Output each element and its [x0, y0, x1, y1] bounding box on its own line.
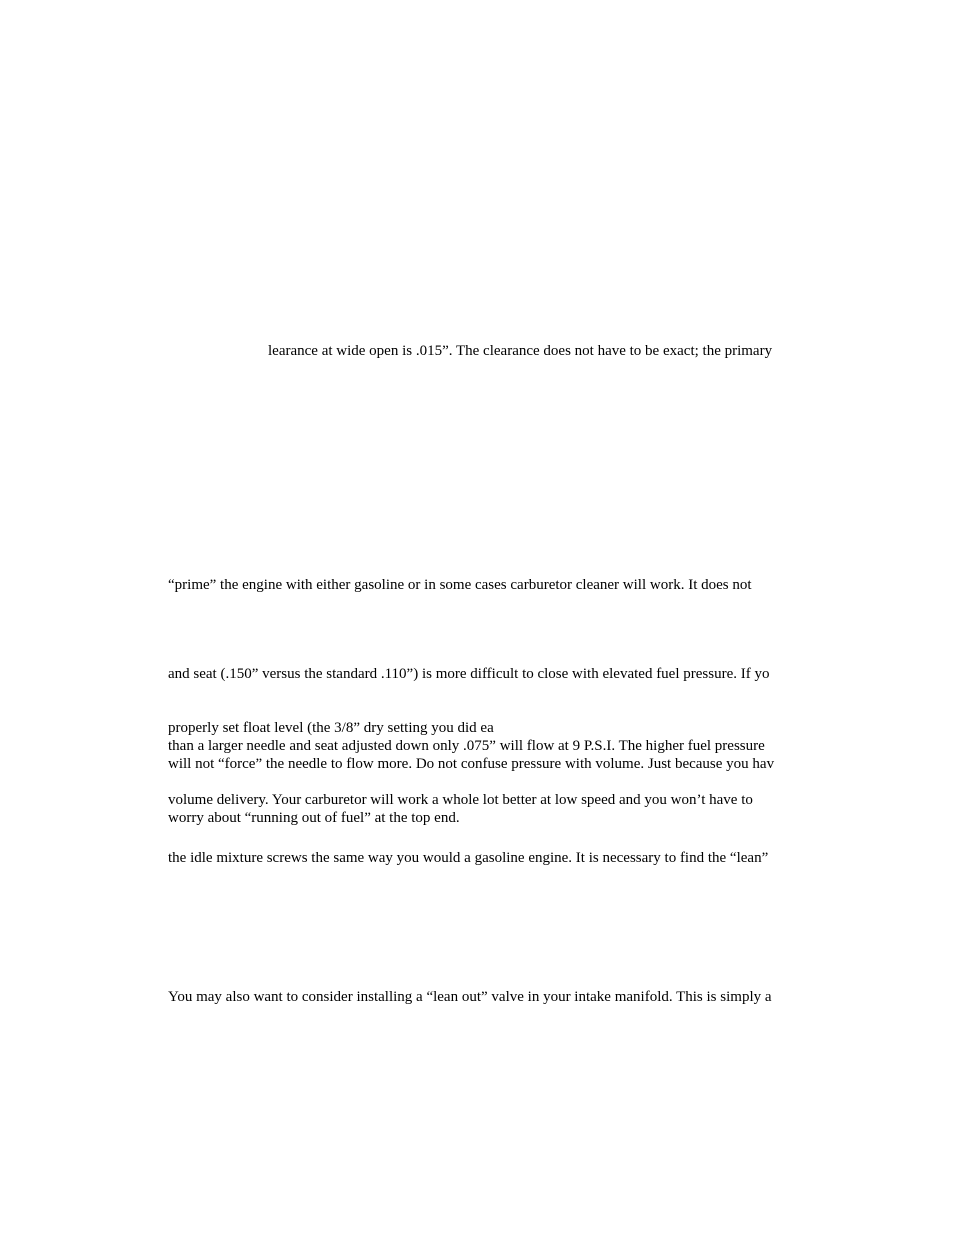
text-line: the idle mixture screws the same way you would a gasoline engine. It is necessary to find the “lean” — [168, 850, 769, 866]
text-line: “prime” the engine with either gasoline or in some cases carburetor cleaner will work. It does not — [168, 577, 752, 593]
text-line: learance at wide open is .015”. The clearance does not have to be exact; the primary — [268, 343, 773, 359]
text-line: volume delivery. Your carburetor will work a whole lot better at low speed and you won’t have to — [168, 792, 753, 808]
text-line: You may also want to consider installing a “lean out” valve in your intake manifold. This is simply a — [168, 989, 772, 1005]
text-line: than a larger needle and seat adjusted down only .075” will flow at 9 P.S.I. The higher fuel pressure — [168, 738, 765, 754]
text-line: worry about “running out of fuel” at the top end. — [168, 810, 460, 826]
text-line: will not “force” the needle to flow more. Do not confuse pressure with volume. Just because you hav — [168, 756, 775, 772]
text-line: properly set float level (the 3/8” dry setting you did ea — [168, 720, 494, 736]
text-line: and seat (.150” versus the standard .110”) is more difficult to close with elevated fuel pressure. If yo — [168, 666, 770, 682]
